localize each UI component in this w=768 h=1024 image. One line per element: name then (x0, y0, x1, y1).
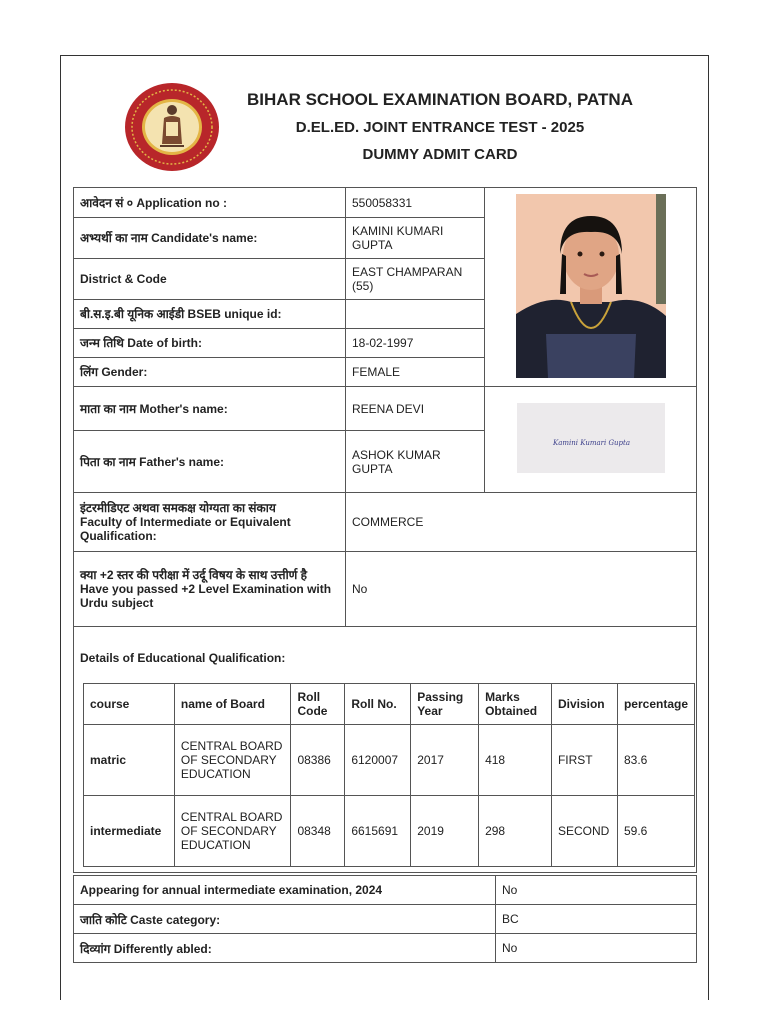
cell-roll-no: 6615691 (345, 796, 411, 867)
mother-name-label: माता का नाम Mother's name: (74, 387, 346, 431)
candidate-signature (517, 403, 665, 473)
district-label: District & Code (74, 259, 346, 300)
education-section (73, 627, 697, 873)
urdu-value: No (346, 552, 697, 627)
cell-passing-year: 2019 (411, 796, 479, 867)
urdu-label-hindi: क्या +2 स्तर की परीक्षा में उर्दू विषय के साथ उत्तीर्ण है (80, 568, 308, 582)
cell-course: matric (84, 725, 175, 796)
bseb-id-label: बी.स.इ.बी यूनिक आईडी BSEB unique id: (74, 300, 346, 329)
dob-value: 18-02-1997 (346, 329, 485, 358)
urdu-label-english: Have you passed +2 Level Examination with Urdu subject (80, 582, 332, 610)
bseb-seal-logo (124, 82, 220, 172)
cell-percentage: 83.6 (617, 725, 694, 796)
table-row (74, 552, 697, 627)
cell-marks: 298 (479, 796, 552, 867)
additional-info-table (73, 875, 697, 963)
col-header: percentage (617, 684, 694, 725)
cell-board: CENTRAL BOARD OF SECONDARY EDUCATION (174, 725, 291, 796)
bseb-id-value (346, 300, 485, 329)
cell-roll-no: 6120007 (345, 725, 411, 796)
caste-label: जाति कोटि Caste category: (74, 905, 496, 934)
cell-division: FIRST (551, 725, 617, 796)
table-row (74, 188, 697, 218)
photo-cell (485, 188, 697, 387)
disabled-value: No (496, 934, 697, 963)
col-header: Division (551, 684, 617, 725)
dob-label: जन्म तिथि Date of birth: (74, 329, 346, 358)
father-name-label: पिता का नाम Father's name: (74, 431, 346, 493)
signature-cell (485, 387, 697, 493)
caste-value: BC (496, 905, 697, 934)
table-row (84, 796, 695, 867)
table-row (74, 876, 697, 905)
cell-roll-code: 08386 (291, 725, 345, 796)
appearing-value: No (496, 876, 697, 905)
cell-roll-code: 08348 (291, 796, 345, 867)
disabled-label: दिव्यांग Differently abled: (74, 934, 496, 963)
table-row (74, 493, 697, 552)
col-header: course (84, 684, 175, 725)
col-header: Passing Year (411, 684, 479, 725)
faculty-label-hindi: इंटरमीडिएट अथवा समकक्ष योग्यता का संकाय (80, 501, 276, 515)
mother-name-value: REENA DEVI (346, 387, 485, 431)
gender-value: FEMALE (346, 358, 485, 387)
document-type: DUMMY ADMIT CARD (362, 146, 518, 163)
district-value: EAST CHAMPARAN (55) (346, 259, 485, 300)
svg-text:Kamini Kumari Gupta: Kamini Kumari Gupta (552, 439, 630, 447)
application-no-value: 550058331 (346, 188, 485, 218)
appearing-label: Appearing for annual intermediate examination, 2024 (74, 876, 496, 905)
faculty-label (74, 493, 346, 552)
faculty-label-english: Faculty of Intermediate or Equivalent Qualification: (80, 515, 291, 543)
table-row (74, 934, 697, 963)
col-header: name of Board (174, 684, 291, 725)
faculty-value: COMMERCE (346, 493, 697, 552)
cell-passing-year: 2017 (411, 725, 479, 796)
col-header: Roll No. (345, 684, 411, 725)
table-header-row (84, 684, 695, 725)
urdu-label (74, 552, 346, 627)
col-header: Marks Obtained (479, 684, 552, 725)
table-row (84, 725, 695, 796)
gender-label: लिंग Gender: (74, 358, 346, 387)
cell-marks: 418 (479, 725, 552, 796)
education-table (83, 683, 695, 867)
candidate-name-value: KAMINI KUMARI GUPTA (346, 218, 485, 259)
board-name: BIHAR SCHOOL EXAMINATION BOARD, PATNA (247, 90, 633, 109)
exam-title: D.EL.ED. JOINT ENTRANCE TEST - 2025 (295, 119, 585, 136)
cell-percentage: 59.6 (617, 796, 694, 867)
candidate-photo (516, 194, 666, 378)
table-row (74, 905, 697, 934)
education-title: Details of Educational Qualification: (80, 651, 286, 665)
cell-board: CENTRAL BOARD OF SECONDARY EDUCATION (174, 796, 291, 867)
table-row (74, 387, 697, 431)
candidate-details-table (73, 187, 697, 627)
candidate-name-label: अभ्यर्थी का नाम Candidate's name: (74, 218, 346, 259)
cell-course: intermediate (84, 796, 175, 867)
cell-division: SECOND (551, 796, 617, 867)
application-no-label: आवेदन सं ० Application no : (74, 188, 346, 218)
father-name-value: ASHOK KUMAR GUPTA (346, 431, 485, 493)
col-header: Roll Code (291, 684, 345, 725)
